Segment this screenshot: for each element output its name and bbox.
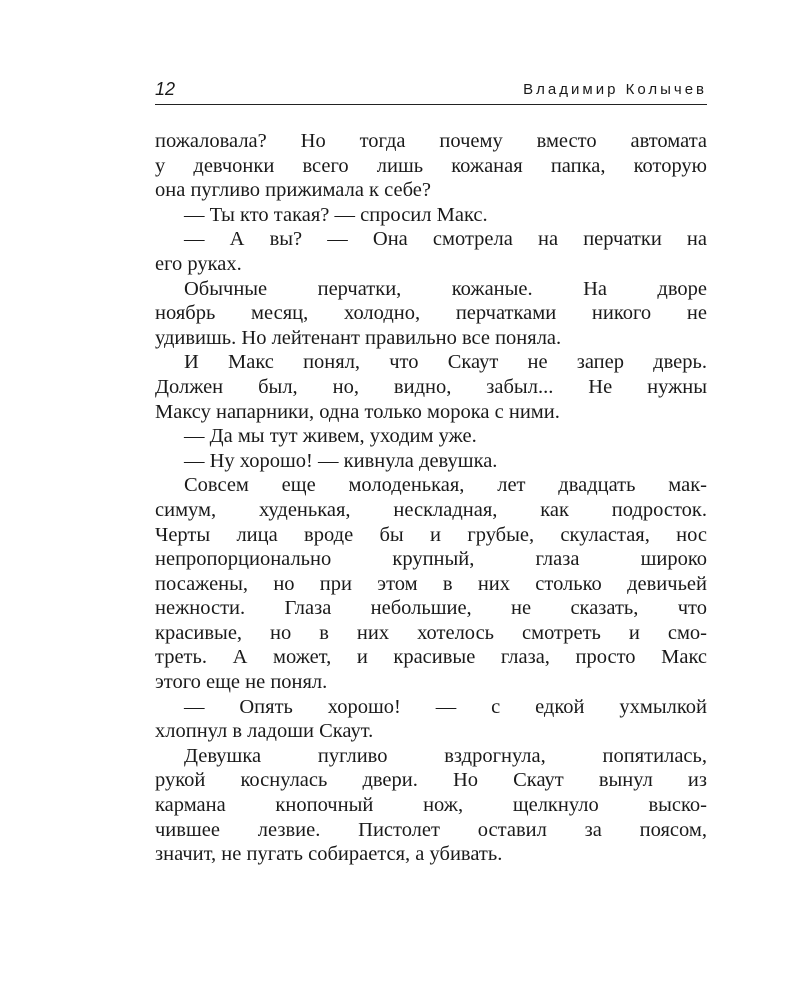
text-line: хлопнул в ладоши Скаут. — [155, 720, 374, 743]
text-line: у девчонки всего лишь кожаная папка, которую — [155, 154, 707, 177]
header-rule — [155, 104, 707, 105]
page-number: 12 — [155, 79, 176, 99]
text-line: нежности. Глаза небольшие, не сказать, что — [155, 597, 707, 620]
text-line: значит, не пугать собирается, а убивать. — [155, 843, 503, 866]
text-line: красивые, но в них хотелось смотреть и смо- — [155, 621, 707, 644]
text-line: Обычные перчатки, кожаные. На дворе — [184, 277, 707, 300]
text-line: симум, худенькая, нескладная, как подросток. — [155, 498, 707, 521]
text-line: И Макс понял, что Скаут не запер дверь. — [184, 351, 707, 374]
text-line: непропорционально крупный, глаза широко — [155, 548, 707, 571]
text-line: посажены, но при этом в них столько девичьей — [155, 572, 707, 595]
text-line: его руках. — [155, 252, 242, 275]
text-line: — А вы? — Она смотрела на перчатки на — [184, 228, 707, 251]
text-line: пожаловала? Но тогда почему вместо автомата — [155, 130, 707, 152]
text-line: чившее лезвие. Пистолет оставил за поясом, — [155, 818, 707, 841]
running-title-author: Владимир Колычев — [523, 81, 707, 98]
text-line: Совсем еще молоденькая, лет двадцать мак- — [184, 474, 707, 497]
text-line: ноябрь месяц, холодно, перчатками никого не — [155, 302, 707, 325]
text-line: рукой коснулась двери. Но Скаут вынул из — [155, 769, 707, 792]
text-line: Должен был, но, видно, забыл... Не нужны — [155, 375, 707, 398]
text-line: удивишь. Но лейтенант правильно все поняла. — [155, 326, 562, 349]
text-line: Максу напарники, одна только морока с ними. — [155, 400, 560, 423]
text-line: — Опять хорошо! — с едкой ухмылкой — [184, 695, 707, 718]
body-text — [155, 129, 707, 867]
text-line: треть. А может, и красивые глаза, просто Макс — [155, 646, 707, 669]
text-line: — Ну хорошо! — кивнула девушка. — [184, 449, 498, 472]
text-line: Девушка пугливо вздрогнула, попятилась, — [184, 744, 707, 767]
text-line: кармана кнопочный нож, щелкнуло выско- — [155, 794, 707, 817]
page-header — [155, 78, 707, 104]
text-line: — Да мы тут живем, уходим уже. — [184, 425, 477, 448]
text-line: — Ты кто такая? — спросил Макс. — [184, 203, 488, 226]
text-line: она пугливо прижимала к себе? — [155, 179, 431, 202]
text-line: этого еще не понял. — [155, 671, 328, 694]
text-line: Черты лица вроде бы и грубые, скуластая, нос — [155, 523, 707, 546]
